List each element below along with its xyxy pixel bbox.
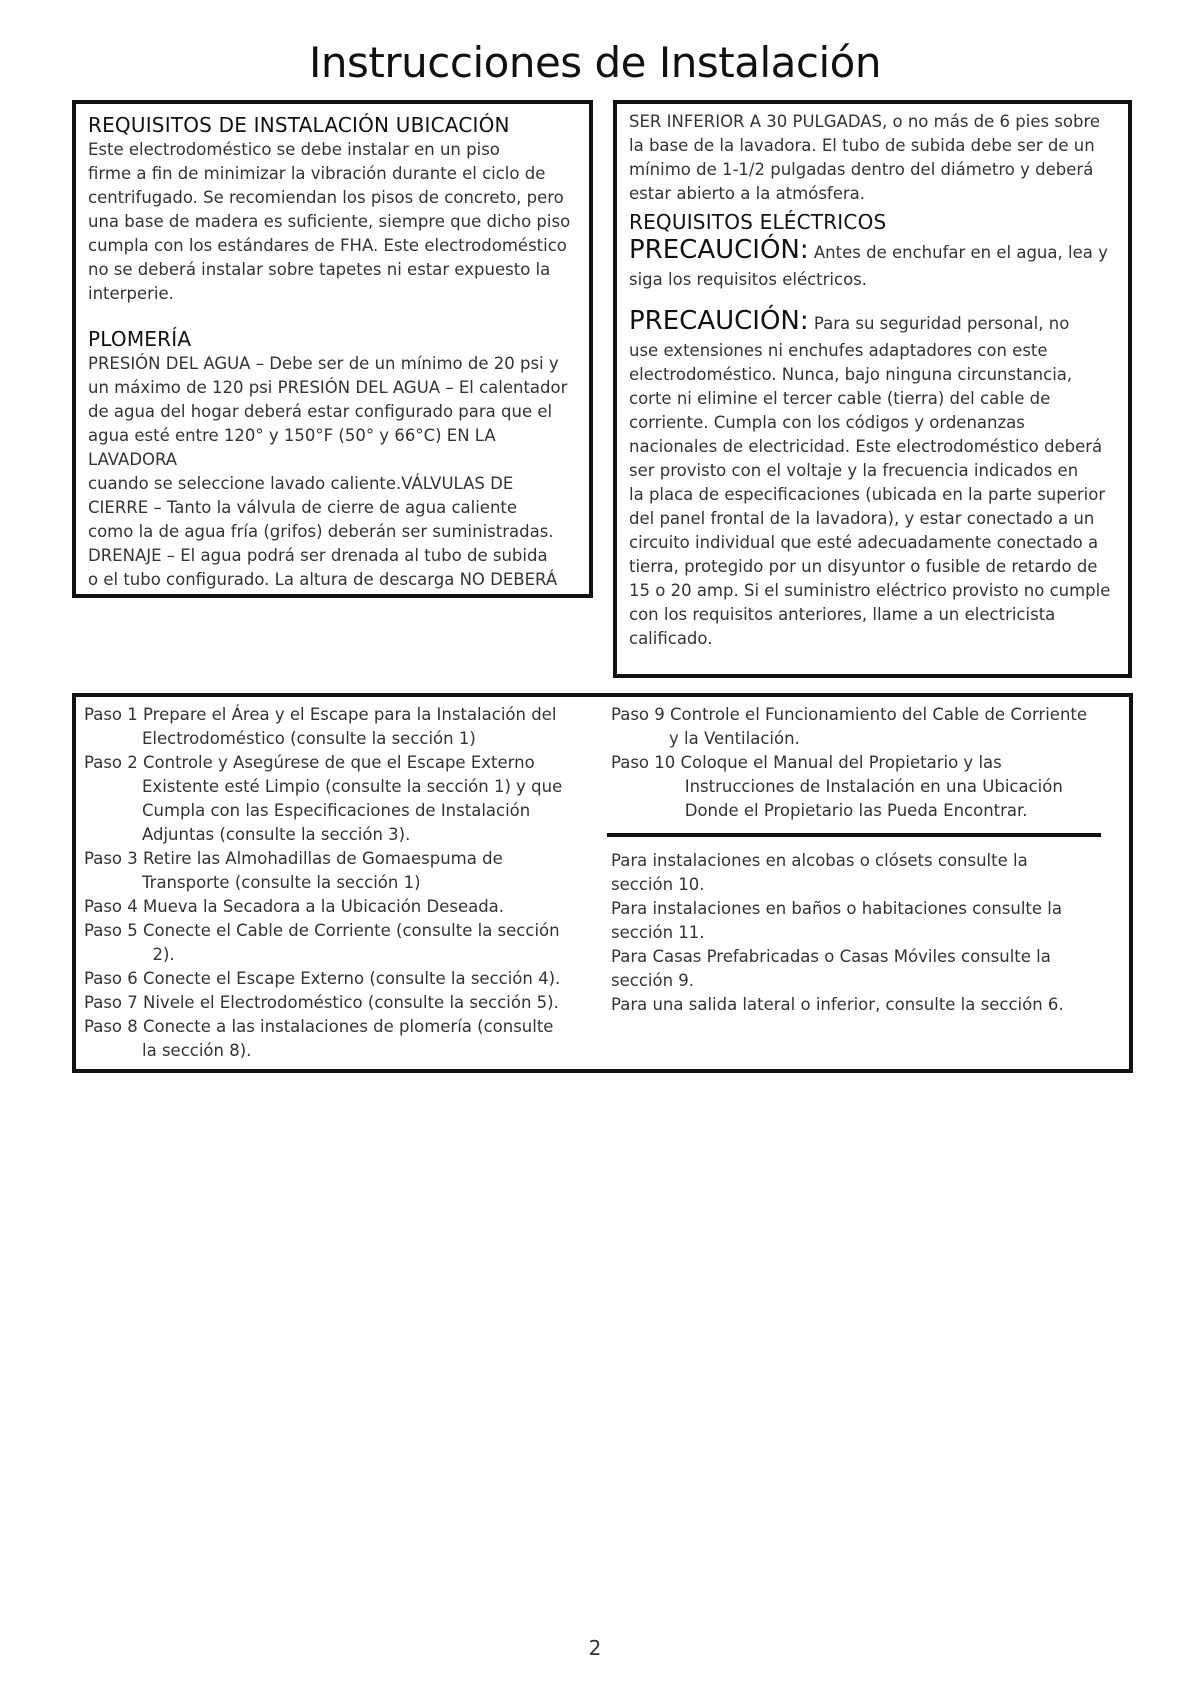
step-item <box>611 751 1111 823</box>
text-line: como la de agua fría (grifos) deberán ser suministradas. <box>88 522 554 541</box>
plumbing-text <box>88 352 577 592</box>
step-continuation: Adjuntas (consulte la sección 3). <box>142 825 411 844</box>
text-line: CIERRE – Tanto la válvula de cierre de agua caliente <box>88 498 518 517</box>
text-line: cuando se seleccione lavado caliente.VÁLVULAS DE <box>88 474 514 493</box>
text-line: un máximo de 120 psi PRESIÓN DEL AGUA – El calentador <box>88 378 568 397</box>
note-line: sección 10. <box>611 875 705 894</box>
step-continuation: Cumpla con las Especificaciones de Instalación <box>142 801 531 820</box>
step-continuation: Electrodoméstico (consulte la sección 1) <box>142 729 476 748</box>
step-first-line: Paso 10 Coloque el Manual del Propietario y las <box>611 753 1002 772</box>
text-line: una base de madera es suficiente, siempre que dicho piso <box>88 212 571 231</box>
notes-list <box>611 849 1111 1017</box>
text-line: ser provisto con el voltaje y la frecuencia indicados en <box>629 461 1079 480</box>
steps-right-column <box>611 703 1111 1017</box>
text-line: de agua del hogar deberá estar configurado para que el <box>88 402 553 421</box>
step-first-line: Paso 4 Mueva la Secadora a la Ubicación Deseada. <box>84 897 505 916</box>
step-first-line: Paso 8 Conecte a las instalaciones de plomería (consulte <box>84 1017 554 1036</box>
note-line: sección 9. <box>611 971 695 990</box>
text-line: del panel frontal de la lavadora), y estar conectado a un <box>629 509 1095 528</box>
text-line: la base de la lavadora. El tubo de subida debe ser de un <box>629 136 1095 155</box>
step-item <box>84 847 594 895</box>
steps-left-column <box>84 703 594 1063</box>
text-line: nacionales de electricidad. Este electrodoméstico deberá <box>629 437 1103 456</box>
location-heading: REQUISITOS DE INSTALACIÓN UBICACIÓN <box>88 113 510 137</box>
text-line: Este electrodoméstico se debe instalar en un piso <box>88 140 500 159</box>
text-line: o el tubo configurado. La altura de descarga NO DEBERÁ <box>88 570 558 589</box>
step-item <box>84 991 594 1015</box>
step-continuation: Transporte (consulte la sección 1) <box>142 873 421 892</box>
electrical-box <box>613 100 1132 678</box>
installation-location-box <box>72 100 593 598</box>
text-line: DRENAJE – El agua podrá ser drenada al tubo de subida <box>88 546 548 565</box>
caution-1-cont: siga los requisitos eléctricos. <box>629 270 868 289</box>
caution-2-text: Para su seguridad personal, no <box>813 314 1070 333</box>
drain-text <box>629 110 1116 206</box>
step-continuation: 2). <box>142 945 175 964</box>
page-number: 2 <box>588 1636 602 1660</box>
step-continuation: Donde el Propietario las Pueda Encontrar. <box>669 801 1028 820</box>
note-line: Para Casas Prefabricadas o Casas Móviles consulte la <box>611 947 1051 966</box>
step-item <box>84 967 594 991</box>
step-first-line: Paso 5 Conecte el Cable de Corriente (consulte la sección <box>84 921 560 940</box>
text-line: mínimo de 1-1/2 pulgadas dentro del diámetro y deberá <box>629 160 1094 179</box>
note-line: Para instalaciones en alcobas o clósets consulte la <box>611 851 1028 870</box>
step-first-line: Paso 3 Retire las Almohadillas de Gomaespuma de <box>84 849 503 868</box>
step-first-line: Paso 7 Nivele el Electrodoméstico (consulte la sección 5). <box>84 993 559 1012</box>
note-line: sección 11. <box>611 923 705 942</box>
text-line: no se deberá instalar sobre tapetes ni estar expuesto la <box>88 260 551 279</box>
steps-box <box>72 693 1133 1073</box>
electrical-heading: REQUISITOS ELÉCTRICOS <box>629 210 887 234</box>
text-line: cumpla con los estándares de FHA. Este electrodoméstico <box>88 236 567 255</box>
caution-1 <box>629 235 1116 268</box>
plumbing-heading: PLOMERÍA <box>88 327 192 351</box>
text-line: firme a fin de minimizar la vibración durante el ciclo de <box>88 164 546 183</box>
text-line: calificado. <box>629 629 713 648</box>
text-line: circuito individual que esté adecuadamente conectado a <box>629 533 1099 552</box>
text-line: use extensiones ni enchufes adaptadores con este <box>629 341 1048 360</box>
step-continuation: Existente esté Limpio (consulte la sección 1) y que <box>142 777 563 796</box>
step-first-line: Paso 6 Conecte el Escape Externo (consulte la sección 4). <box>84 969 561 988</box>
step-item <box>611 703 1111 751</box>
text-line: agua esté entre 120° y 150°F (50° y 66°C) EN LA LAVADORA <box>88 426 496 469</box>
separator-rule <box>607 833 1101 837</box>
step-item <box>84 1015 594 1063</box>
text-line: interperie. <box>88 284 174 303</box>
text-line: corriente. Cumpla con los códigos y ordenanzas <box>629 413 1025 432</box>
step-item <box>84 895 594 919</box>
text-line: 15 o 20 amp. Si el suministro eléctrico provisto no cumple <box>629 581 1111 600</box>
text-line: PRESIÓN DEL AGUA – Debe ser de un mínimo de 20 psi y <box>88 354 559 373</box>
text-line: SER INFERIOR A 30 PULGADAS, o no más de 6 pies sobre <box>629 112 1101 131</box>
text-line: electrodoméstico. Nunca, bajo ninguna circunstancia, <box>629 365 1073 384</box>
step-first-line: Paso 1 Prepare el Área y el Escape para la Instalación del <box>84 705 557 724</box>
step-first-line: Paso 2 Controle y Asegúrese de que el Escape Externo <box>84 753 535 772</box>
step-continuation: Instrucciones de Instalación en una Ubicación <box>669 777 1063 796</box>
text-line: tierra, protegido por un disyuntor o fusible de retardo de <box>629 557 1098 576</box>
step-continuation: la sección 8). <box>142 1041 252 1060</box>
caution-1-label: PRECAUCIÓN: <box>629 235 809 265</box>
location-text <box>88 138 577 306</box>
caution-2-cont <box>629 339 1116 651</box>
note-line: Para instalaciones en baños o habitaciones consulte la <box>611 899 1062 918</box>
note-line: Para una salida lateral o inferior, consulte la sección 6. <box>611 995 1064 1014</box>
step-item <box>84 751 594 847</box>
text-line: estar abierto a la atmósfera. <box>629 184 866 203</box>
caution-1-text: Antes de enchufar en el agua, lea y <box>813 243 1108 262</box>
step-item <box>84 703 594 751</box>
text-line: la placa de especificaciones (ubicada en la parte superior <box>629 485 1106 504</box>
text-line: con los requisitos anteriores, llame a un electricista <box>629 605 1056 624</box>
step-first-line: Paso 9 Controle el Funcionamiento del Cable de Corriente <box>611 705 1088 724</box>
text-line: centrifugado. Se recomiendan los pisos de concreto, pero <box>88 188 564 207</box>
page-title: Instrucciones de Instalación <box>309 38 881 87</box>
step-item <box>84 919 594 967</box>
text-line: corte ni elimine el tercer cable (tierra) del cable de <box>629 389 1051 408</box>
caution-2 <box>629 306 1116 339</box>
step-continuation: y la Ventilación. <box>669 729 800 748</box>
caution-2-label: PRECAUCIÓN: <box>629 306 809 336</box>
